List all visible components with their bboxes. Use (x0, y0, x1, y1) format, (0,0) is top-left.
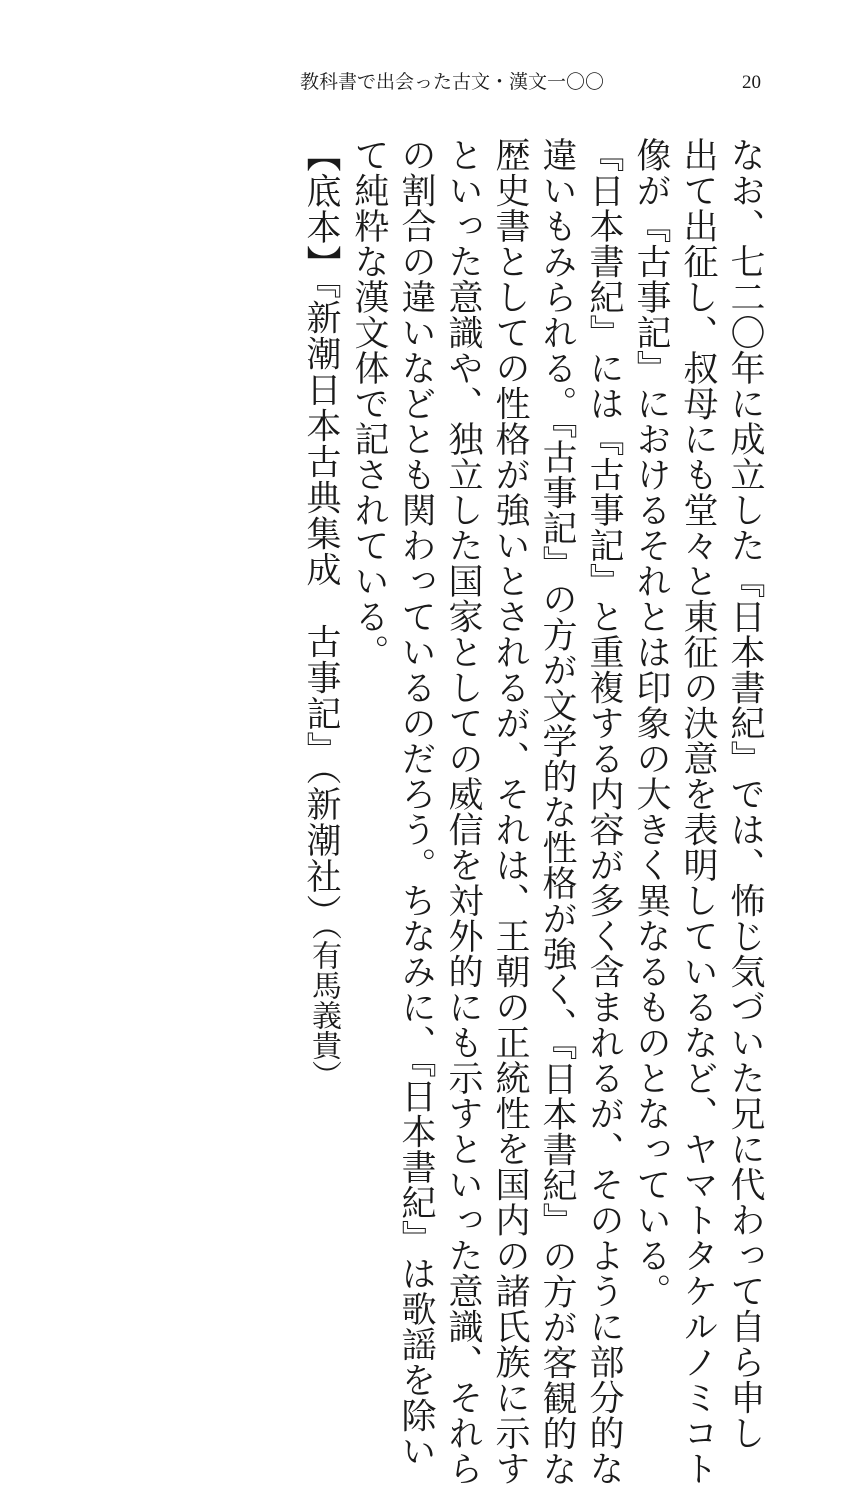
body-line-1: なお、七二〇年に成立した『日本書紀』では、怖じ気づいた兄に代わって自ら申し (725, 137, 765, 1451)
body-line-5: 違いもみられる。『古事記』の方が文学的な性格が強く、『日本書紀』の方が客観的な (537, 137, 577, 1487)
body-line-2: 出て出征し、叔母にも堂々と東征の決意を表明しているなど、ヤマトタケルノミコト (678, 137, 718, 1486)
body-line-3: 像が『古事記』におけるそれとは印象の大きく異なるものとなっている。 (631, 137, 671, 1309)
source-citation: 【底本】『新潮日本古典集成 古事記』（新潮社） (301, 137, 341, 930)
body-line-9: て純粋な漢文体で記されている。 (349, 137, 389, 670)
running-header-title: 教科書で出会った古文・漢文一〇〇 (300, 71, 605, 93)
body-line-8: の割合の違いなどとも関わっているのだろう。ちなみに、『日本書紀』は歌謡を除い (396, 137, 436, 1469)
body-line-7: といった意識や、独立した国家としての威信を対外的にも示すといった意識、それら (443, 137, 483, 1486)
page-number: 20 (742, 72, 761, 93)
body-line-4: 『日本書紀』には『古事記』と重複する内容が多く含まれるが、そのように部分的な (584, 137, 624, 1486)
author-credit: （有馬義貴） (306, 910, 341, 1090)
body-line-6: 歴史書としての性格が強いとされるが、それは、王朝の正統性を国内の諸氏族に示す (490, 137, 530, 1486)
